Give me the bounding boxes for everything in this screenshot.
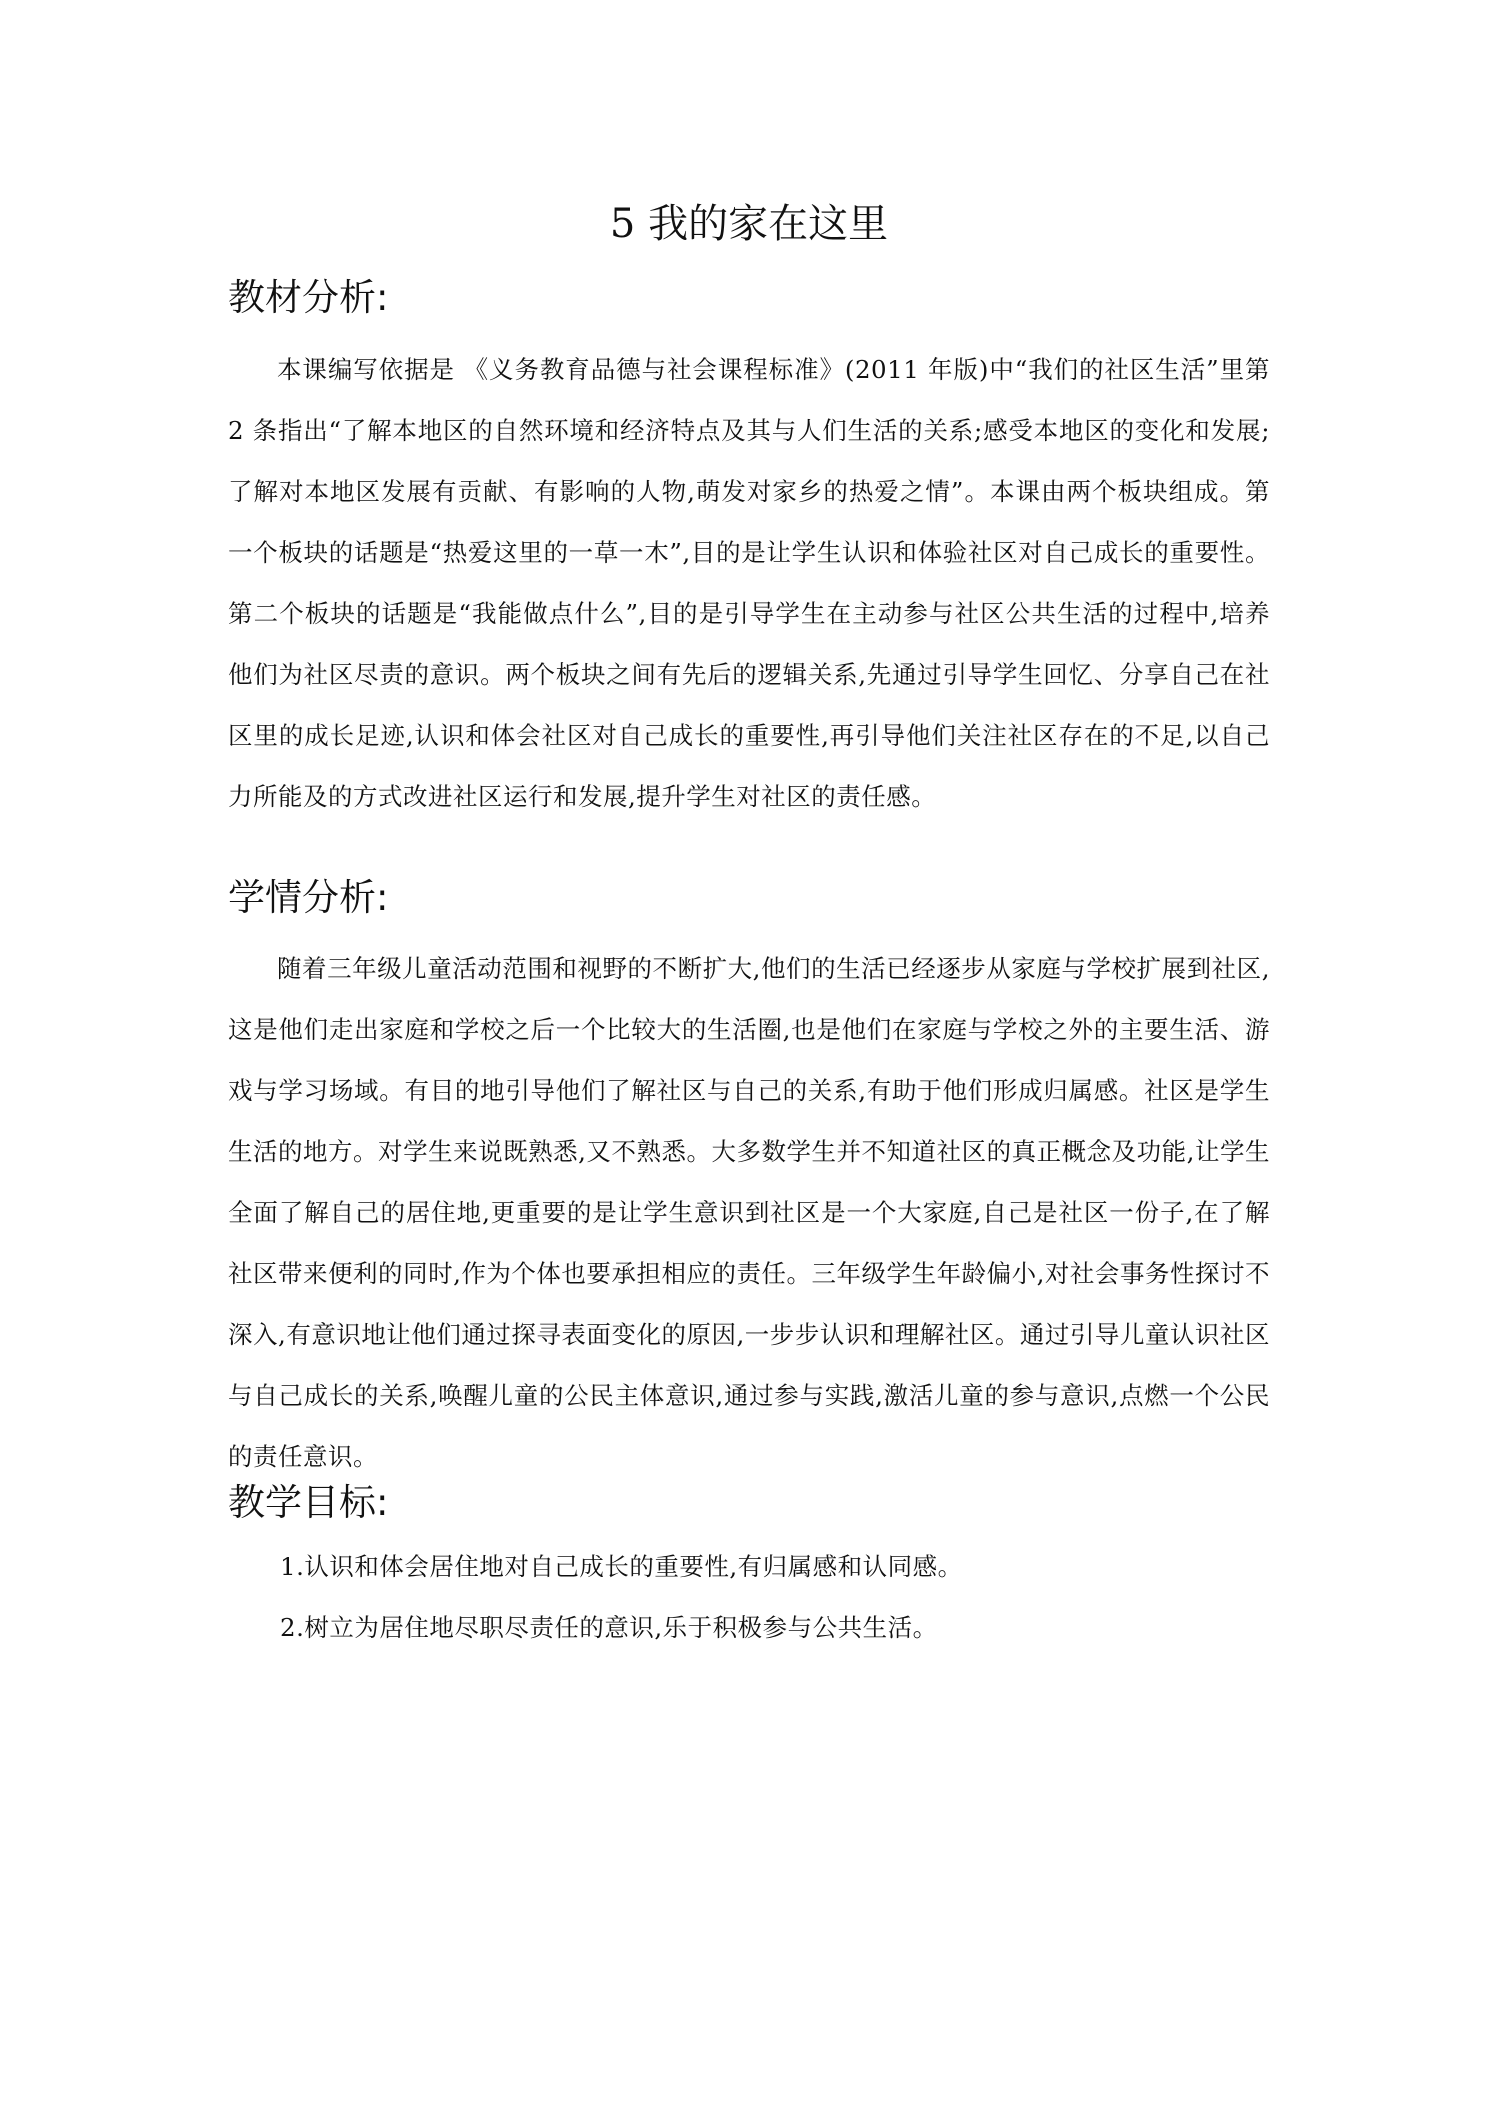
teaching-goal-item: 1.认识和体会居住地对自己成长的重要性,有归属感和认同感。 [280,1552,963,1581]
section-heading-student-analysis: 学情分析: [228,876,389,919]
section-heading-textbook-analysis: 教材分析: [228,276,389,319]
section-heading-teaching-goals: 教学目标: [228,1481,389,1524]
document-title: 5 我的家在这里 [609,201,889,247]
textbook-analysis-paragraph: 本课编写依据是 《义务教育品德与社会课程标准》(2011 年版)中“我们的社区生活”里第 2 条指出“了解本地区的自然环境和经济特点及其与人们生活的关系;感受本地区的变化和发展;了解对本地区发展有贡献、有影响的人物,萌发对家乡的热爱之情”。本课由两个板块组成。第一个板块的话题是“热爱这里的一草一木”,目的是让学生认识和体验社区对自己成长的重要性。第二个板块的话题是“我能做点什么”,目的是引导学生在主动参与社区公共生活的过程中,培养他们为社区尽责的意识。两个板块之间有先后的逻辑关系,先通过引导学生回忆、分享自己在社区里的成长足迹,认识和体会社区对自己成长的重要性,再引导他们关注社区存在的不足,以自己力所能及的方式改进社区运行和发展,提升学生对社区的责任感。 [228,355,1270,811]
student-analysis-paragraph: 随着三年级儿童活动范围和视野的不断扩大,他们的生活已经逐步从家庭与学校扩展到社区,这是他们走出家庭和学校之后一个比较大的生活圈,也是他们在家庭与学校之外的主要生活、游戏与学习场域。有目的地引导他们了解社区与自己的关系,有助于他们形成归属感。社区是学生生活的地方。对学生来说既熟悉,又不熟悉。大多数学生并不知道社区的真正概念及功能,让学生全面了解自己的居住地,更重要的是让学生意识到社区是一个大家庭,自己是社区一份子,在了解社区带来便利的同时,作为个体也要承担相应的责任。三年级学生年龄偏小,对社会事务性探讨不深入,有意识地让他们通过探寻表面变化的原因,一步步认识和理解社区。通过引导儿童认识社区与自己成长的关系,唤醒儿童的公民主体意识,通过参与实践,激活儿童的参与意识,点燃一个公民的责任意识。 [228,954,1270,1471]
teaching-goal-item: 2.树立为居住地尽职尽责任的意识,乐于积极参与公共生活。 [280,1613,938,1642]
